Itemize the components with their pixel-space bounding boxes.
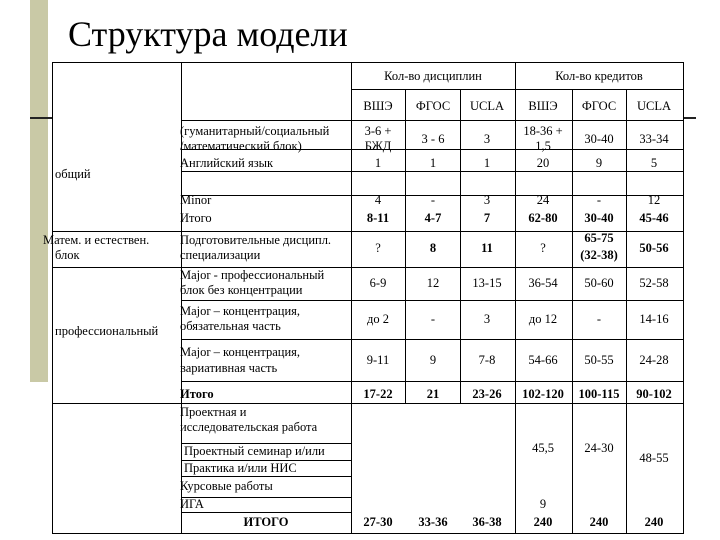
grid-line — [181, 171, 683, 172]
row-label: специализации — [180, 248, 261, 262]
row-label: Major – концентрация, — [180, 345, 301, 359]
model-structure-table — [43, 62, 684, 534]
cell: 20 — [536, 156, 550, 170]
group-professional: профессиональный — [55, 324, 159, 338]
grid-line — [626, 89, 627, 533]
cell: 4 — [374, 193, 382, 207]
cell: 102-120 — [522, 387, 564, 401]
cell: 48-55 — [639, 451, 669, 465]
cell: 6-9 — [369, 276, 387, 290]
row-label: Курсовые работы — [180, 479, 273, 493]
cell: 33-36 — [418, 515, 448, 529]
cell: 1 — [429, 156, 437, 170]
cell: 36-38 — [472, 515, 502, 529]
grid-line — [181, 476, 351, 477]
cell: 50-56 — [639, 241, 669, 255]
row-label: Практика и/или НИС — [184, 461, 297, 475]
cell: 12 — [647, 193, 661, 207]
row-label: Minor — [180, 193, 212, 207]
grid-line — [351, 63, 352, 533]
cell: 17-22 — [363, 387, 393, 401]
cell: 240 — [589, 515, 609, 529]
row-label: /математический блок) — [180, 139, 302, 153]
cell: 11 — [481, 241, 493, 255]
cell: 4-7 — [424, 211, 442, 225]
row-label: Итого — [180, 387, 214, 401]
cell: 90-102 — [636, 387, 672, 401]
row-label: блок без концентрации — [180, 283, 303, 297]
cell: - — [596, 193, 602, 207]
cell: 45-46 — [639, 211, 669, 225]
cell: 3 — [483, 312, 491, 326]
grid-line — [460, 89, 461, 403]
group-general: общий — [55, 167, 91, 181]
cell: 5 — [650, 156, 658, 170]
cell: 14-16 — [639, 312, 669, 326]
cell: 36-54 — [528, 276, 558, 290]
cell: 33-34 — [639, 132, 669, 146]
cell: ? — [540, 241, 546, 255]
decorative-side-bar — [30, 0, 48, 382]
cell: 1 — [483, 156, 491, 170]
cell: 3 — [483, 193, 491, 207]
row-label: исследовательская работа — [180, 420, 318, 434]
header-disciplines: Кол-во дисциплин — [384, 69, 482, 83]
grid-line — [572, 89, 573, 533]
cell: до 2 — [367, 312, 389, 326]
header-cred-ucla: UCLA — [636, 99, 672, 113]
grid-line — [181, 497, 351, 498]
cell: 3 — [483, 132, 491, 146]
row-label: Итого — [180, 211, 212, 225]
grid-line — [181, 339, 683, 340]
grid-line — [53, 403, 683, 404]
row-label: ИГА — [180, 497, 204, 511]
row-label: Major – концентрация, — [180, 304, 301, 318]
header-cred-fgos: ФГОС — [581, 99, 617, 113]
row-label: Английский язык — [180, 156, 274, 170]
grid-line — [181, 512, 351, 513]
decorative-rule-left — [30, 117, 54, 119]
cell: 23-26 — [472, 387, 502, 401]
cell: 1 — [374, 156, 382, 170]
row-label: Подготовительные дисципл. — [180, 233, 332, 247]
cell: БЖД — [364, 139, 392, 153]
cell: 24-28 — [639, 353, 669, 367]
cell: 13-15 — [472, 276, 502, 290]
cell: до 12 — [528, 312, 558, 326]
cell: 240 — [644, 515, 664, 529]
header-cred-hse: ВШЭ — [528, 99, 558, 113]
decorative-rule-right — [682, 117, 696, 119]
cell: (32-38) — [580, 248, 618, 262]
cell: 7 — [483, 211, 491, 225]
grand-total-label: ИТОГО — [243, 515, 289, 529]
cell: 50-60 — [584, 276, 614, 290]
group-math-line1: Матем. и естествен. — [43, 233, 150, 247]
cell: 27-30 — [363, 515, 393, 529]
cell: 12 — [426, 276, 440, 290]
cell: 21 — [426, 387, 440, 401]
cell: - — [430, 193, 436, 207]
cell: 45,5 — [532, 441, 554, 455]
header-disc-fgos: ФГОС — [415, 99, 451, 113]
row-label: (гуманитарный/социальный — [180, 124, 330, 138]
cell: 7-8 — [478, 353, 496, 367]
header-credits: Кол-во кредитов — [555, 69, 643, 83]
cell: 9 — [429, 353, 437, 367]
cell: 9-11 — [366, 353, 390, 367]
grid-line — [53, 267, 683, 268]
row-label: обязательная часть — [180, 319, 281, 333]
header-disc-ucla: UCLA — [469, 99, 505, 113]
cell: - — [430, 312, 436, 326]
cell: 1,5 — [535, 139, 551, 153]
cell: 54-66 — [528, 353, 558, 367]
cell: 62-80 — [528, 211, 558, 225]
grid-line — [515, 63, 516, 533]
cell: 30-40 — [584, 211, 614, 225]
row-label: Проектный семинар и/или — [184, 444, 325, 458]
cell: 50-55 — [584, 353, 614, 367]
cell: 18-36 + — [523, 124, 563, 138]
cell: 24-30 — [584, 441, 614, 455]
row-label: вариативная часть — [180, 361, 278, 375]
cell: ? — [375, 241, 381, 255]
row-label: Проектная и — [180, 405, 247, 419]
grid-line — [181, 381, 683, 382]
header-disc-hse: ВШЭ — [363, 99, 393, 113]
cell: - — [596, 312, 602, 326]
grid-line — [405, 89, 406, 403]
group-math-line2: блок — [55, 248, 80, 262]
cell: 52-58 — [639, 276, 669, 290]
cell: 30-40 — [584, 132, 614, 146]
slide-title: Структура модели — [68, 14, 348, 54]
cell: 9 — [539, 497, 547, 511]
cell: 100-115 — [578, 387, 620, 401]
cell: 65-75 — [584, 231, 614, 245]
cell: 9 — [595, 156, 603, 170]
row-label: Major - профессиональный — [180, 268, 325, 282]
grid-line — [181, 120, 683, 121]
cell: 3-6 + — [364, 124, 392, 138]
cell: 8 — [429, 241, 437, 255]
cell: 240 — [533, 515, 553, 529]
grid-line — [181, 300, 683, 301]
cell: 8-11 — [366, 211, 390, 225]
cell: 3 - 6 — [421, 132, 445, 146]
cell: 24 — [536, 193, 550, 207]
grid-line — [351, 89, 683, 90]
